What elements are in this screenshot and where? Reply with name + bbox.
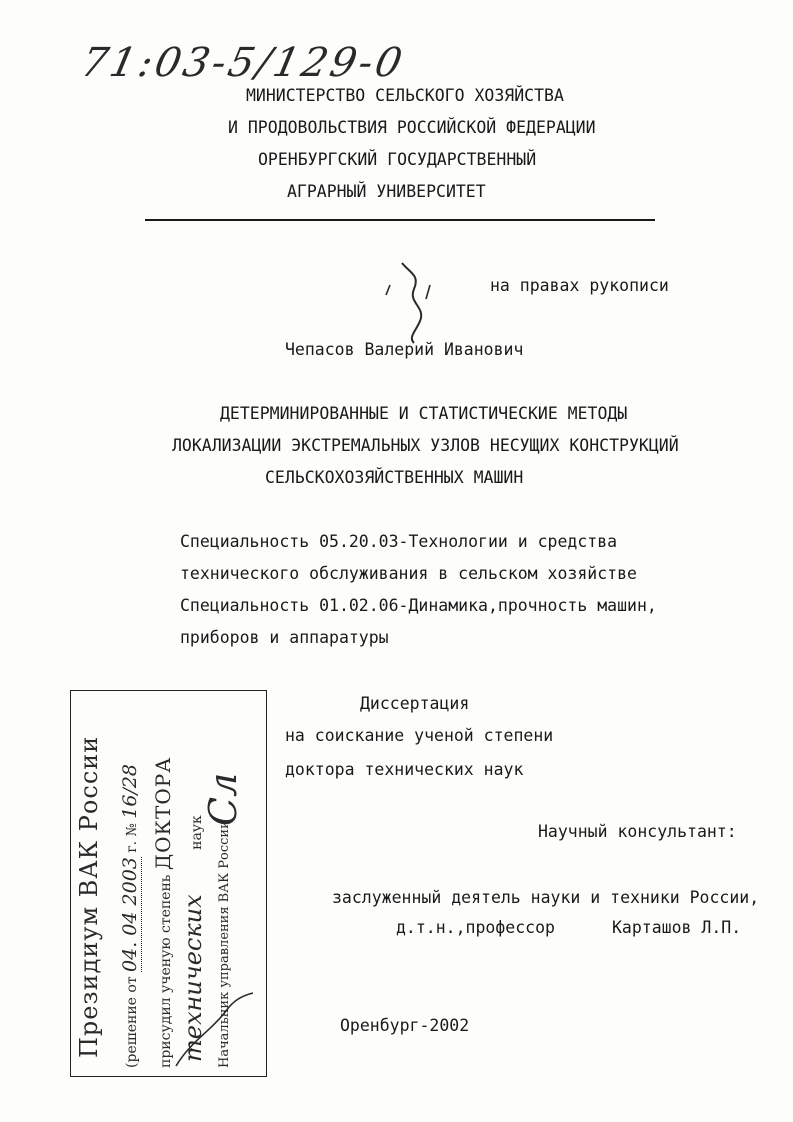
stamp-line-2 (119, 764, 141, 1068)
author-signature-icon (380, 255, 450, 345)
stamp-signature: Сл (201, 772, 245, 826)
stamp-degree-text: присудил ученую степень (158, 874, 174, 1068)
consultant-label: Научный консультант: (538, 822, 737, 841)
manuscript-note: на правах рукописи (490, 276, 669, 295)
degree-line-2: доктора технических наук (285, 760, 524, 779)
dissertation-label: Диссертация (360, 694, 470, 713)
university-line-1: ОРЕНБУРГСКИЙ ГОСУДАРСТВЕННЫЙ (258, 150, 537, 169)
specialty-line-1: Специальность 05.20.03-Технологии и средства (180, 532, 618, 551)
title-line-1: ДЕТЕРМИНИРОВАННЫЕ И СТАТИСТИЧЕСКИЕ МЕТОДЫ (220, 404, 628, 423)
archive-code: 71:03-5/129-0 (77, 40, 409, 86)
stamp-degree-level: ДОКТОРА (151, 756, 175, 871)
stamp-field-suffix: наук (189, 815, 205, 850)
vak-approval-stamp (70, 690, 267, 1077)
stamp-field-handwritten: технических (179, 894, 207, 1062)
specialty-line-4: приборов и аппаратуры (180, 628, 389, 647)
consultant-degree: д.т.н.,профессор (396, 918, 555, 937)
stamp-decision-number: 16/28 (119, 763, 141, 819)
place-year: Оренбург-2002 (340, 1016, 470, 1035)
ministry-line-1: МИНИСТЕРСТВО СЕЛЬСКОГО ХОЗЯЙСТВА (246, 86, 564, 105)
stamp-line-5: Начальник управления ВАК России (217, 820, 232, 1068)
degree-line-1: на соискание ученой степени (285, 726, 554, 745)
author-name: Чепасов Валерий Иванович (285, 340, 524, 359)
header-divider (145, 219, 655, 221)
stamp-decision-number-prefix: г. № (124, 823, 140, 853)
stamp-signature-stroke-icon (171, 991, 261, 1071)
university-line-2: АГРАРНЫЙ УНИВЕРСИТЕТ (287, 182, 486, 201)
title-line-3: СЕЛЬСКОХОЗЯЙСТВЕННЫХ МАШИН (265, 468, 524, 487)
stamp-line-1: Президиум ВАК России (75, 735, 103, 1058)
consultant-honor: заслуженный деятель науки и техники России, (332, 888, 760, 907)
stamp-decision-date: 04. 04 2003 (119, 857, 141, 972)
stamp-decision-prefix: (решение от (124, 976, 140, 1068)
ministry-line-2: И ПРОДОВОЛЬСТВИЯ РОССИЙСКОЙ ФЕДЕРАЦИИ (228, 118, 596, 137)
title-line-2: ЛОКАЛИЗАЦИИ ЭКСТРЕМАЛЬНЫХ УЗЛОВ НЕСУЩИХ КОНСТРУКЦИЙ (172, 436, 679, 455)
specialty-line-2: технического обслуживания в сельском хозяйстве (180, 564, 637, 583)
specialty-line-3: Специальность 01.02.06-Динамика,прочность машин, (180, 596, 657, 615)
consultant-name: Карташов Л.П. (612, 918, 742, 937)
